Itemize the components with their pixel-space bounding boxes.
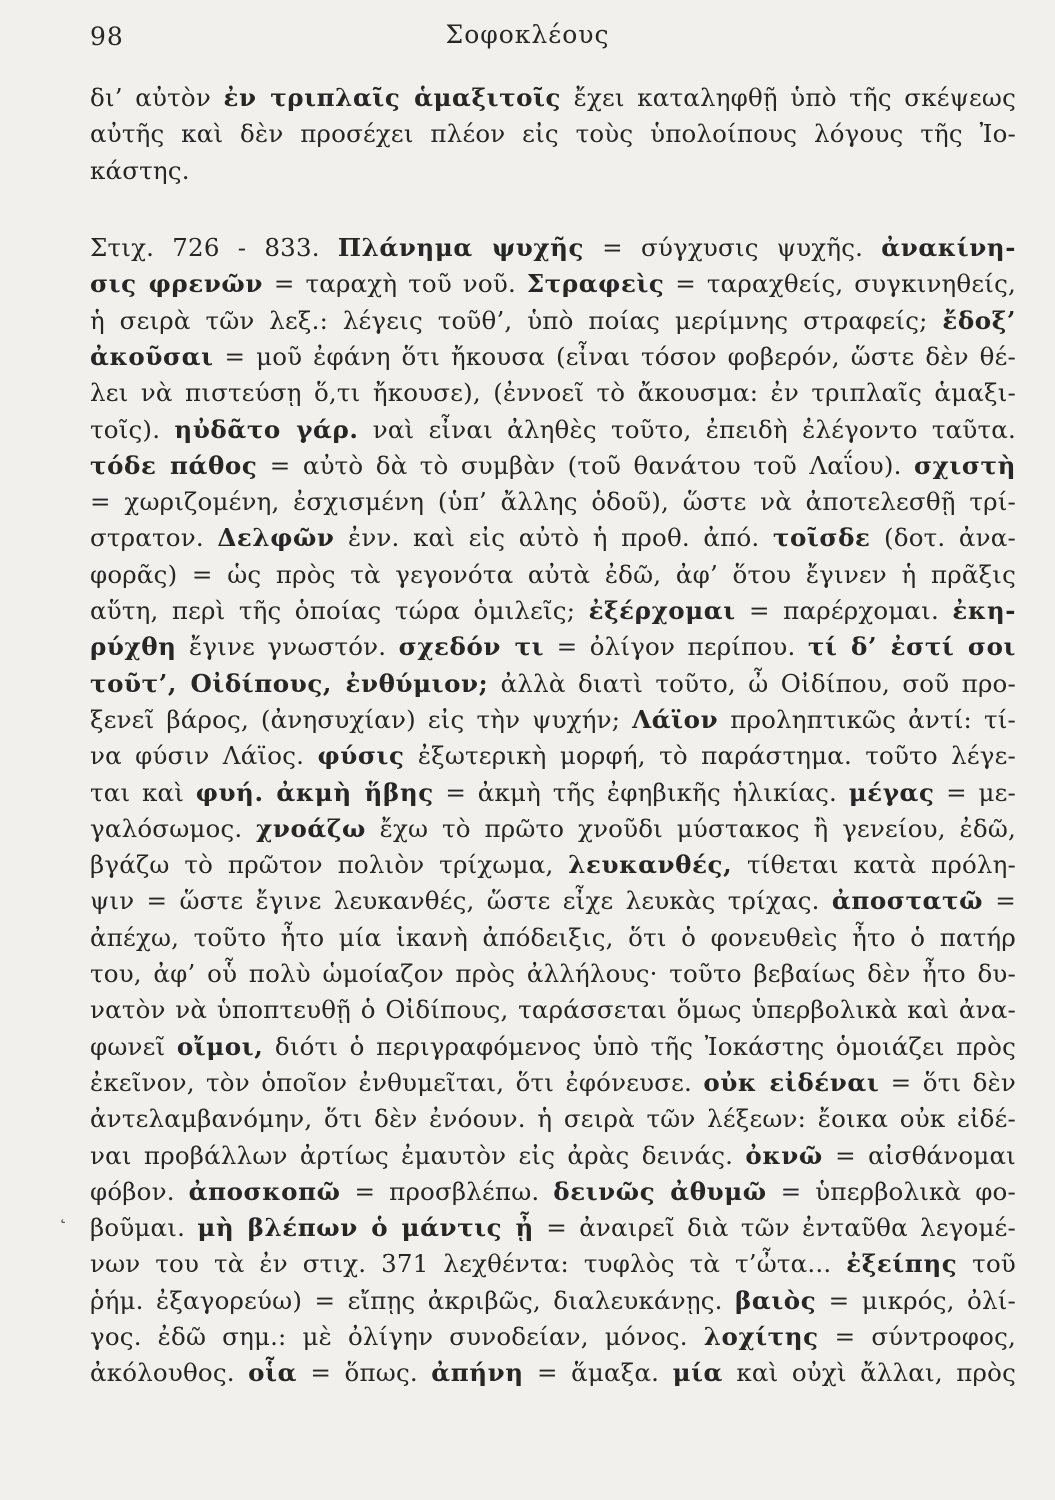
bold-lemma: ἀκοῦσαι xyxy=(90,341,214,371)
text-line xyxy=(90,1246,1016,1282)
gloss-text: = ἀναιρεῖ διὰ τῶν ἐνταῦθα λεγομέ- xyxy=(533,1213,1016,1243)
text-line xyxy=(90,992,1016,1028)
gloss-text: τοῦ xyxy=(957,1249,1016,1279)
gloss-text: στρατον. xyxy=(90,523,218,553)
bold-lemma: βαιὸς xyxy=(735,1285,817,1315)
text-line xyxy=(90,1029,1016,1065)
bold-lemma: τί δ’ ἐστί σοι xyxy=(807,632,1016,662)
text-line xyxy=(90,116,1016,152)
gloss-text: = ὅπως. xyxy=(297,1358,432,1388)
bold-lemma: ἀπήνη xyxy=(431,1358,524,1388)
gloss-text: ἀλλὰ διατὶ τοῦτο, ὦ Οἰδίπου, σοῦ προ- xyxy=(488,668,1016,698)
text-line xyxy=(90,266,1016,302)
gloss-text: νατὸν νὰ ὑποπτευθῇ ὁ Οἰδίπους, ταράσσεται ὅμως ὑπερβολικὰ καὶ ἀνα- xyxy=(90,995,1016,1025)
gloss-text: τίθεται κατὰ πρόλη- xyxy=(732,850,1016,880)
gloss-text: ναὶ εἶναι ἀληθὲς τοῦτο, ἐπειδὴ ἐλέγοντο ταῦτα. xyxy=(358,414,1016,444)
bold-lemma: Λάϊον xyxy=(632,704,719,734)
bold-lemma: οἷα xyxy=(248,1358,298,1388)
gloss-text: ται καὶ xyxy=(90,777,196,807)
gloss-text: = ἀκμὴ τῆς ἐφηβικῆς ἡλικίας. xyxy=(433,777,849,807)
gloss-text: = ἅμαξα. xyxy=(523,1358,673,1388)
text-line xyxy=(90,80,1016,116)
bold-lemma: ἐξείπης xyxy=(846,1249,958,1279)
text-line xyxy=(90,1283,1016,1319)
bold-lemma: λευκανθές, xyxy=(568,850,733,880)
gloss-text: ψιν = ὥστε ἔγινε λευκανθές, ὥστε εἶχε λευκὰς τρίχας. xyxy=(90,886,832,916)
text-line xyxy=(90,1101,1016,1137)
text-line xyxy=(90,412,1016,448)
text-line xyxy=(90,1138,1016,1174)
gloss-text: = ὑπερβολικὰ φο- xyxy=(766,1176,1016,1206)
gloss-text: αὐτῆς καὶ δὲν προσέχει πλέον εἰς τοὺς ὑπολοίπους λόγους τῆς Ἰο- xyxy=(90,119,1016,149)
bold-lemma: τοῦτ’, Οἰδίπους, ἐνθύμιον; xyxy=(90,668,489,698)
gloss-text: = με- xyxy=(934,777,1016,807)
gloss-text: = μικρός, ὀλί- xyxy=(816,1285,1016,1315)
text-line xyxy=(90,920,1016,956)
gloss-text: ἀπέχω, τοῦτο ἦτο μία ἱκανὴ ἀπόδειξις, ὅτι ὁ φονευθεὶς ἦτο ὁ πατήρ xyxy=(90,922,1016,952)
text-line xyxy=(90,448,1016,484)
gloss-text: δι’ αὐτὸν xyxy=(90,83,224,112)
gloss-text: λει νὰ πιστεύσῃ ὅ,τι ἤκουσε), (ἐννοεῖ τὸ ἄκουσμα: ἐν τριπλαῖς ἁμαξι- xyxy=(90,378,1016,408)
gloss-text: ἡ σειρὰ τῶν λεξ.: λέγεις τοῦθ’, ὑπὸ ποίας μερίμνης στραφείς; xyxy=(90,305,943,335)
bold-lemma: Πλάνημα ψυχῆς xyxy=(337,233,585,262)
gloss-text: = μοῦ ἐφάνη ὅτι ἤκουσα (εἶναι τόσον φοβερόν, ὥστε δὲν θέ- xyxy=(213,341,1016,371)
text-line xyxy=(90,629,1016,665)
gloss-text: = ταραχὴ τοῦ νοῦ. xyxy=(262,269,527,299)
bold-lemma: σις φρενῶν xyxy=(90,269,263,299)
gloss-text: = σύντροφος, xyxy=(818,1322,1016,1351)
text-line xyxy=(90,557,1016,593)
text-line xyxy=(90,1065,1016,1101)
bold-lemma: οἴμοι, xyxy=(176,1031,264,1061)
bold-lemma: ἐξέρχομαι xyxy=(588,596,736,625)
gloss-text: ξενεῖ βάρος, (ἀνησυχίαν) εἰς τὴν ψυχήν; xyxy=(90,704,633,734)
bold-lemma: ἀποσκοπῶ xyxy=(188,1176,341,1206)
text-line xyxy=(90,153,1016,189)
gloss-text: βοῦμαι. xyxy=(90,1213,198,1243)
bold-lemma: ηὐδᾶτο γάρ. xyxy=(174,414,359,444)
gloss-text: φωνεῖ xyxy=(90,1031,177,1061)
text-line xyxy=(90,520,1016,556)
gloss-text: να φύσιν Λάϊος. xyxy=(90,741,318,771)
text-line xyxy=(90,484,1016,520)
gloss-text: (δοτ. ἀνα- xyxy=(870,523,1016,553)
bold-lemma: σχιστὴ xyxy=(914,450,1016,480)
gloss-text: = ὅτι δὲν xyxy=(879,1067,1017,1097)
gloss-text: ἐνν. καὶ εἰς αὐτὸ ἡ προθ. ἀπό. xyxy=(334,523,773,553)
bold-lemma: ἔδοξ’ xyxy=(942,305,1016,335)
gloss-text: = ταραχθείς, συγκινηθείς, xyxy=(664,269,1016,299)
bold-lemma: ἐκη- xyxy=(952,596,1017,625)
text-line xyxy=(90,1210,1016,1246)
bold-lemma: Στραφεὶς xyxy=(526,269,665,299)
margin-mark: ˛ xyxy=(58,1200,68,1224)
bold-lemma: φύσις xyxy=(317,741,405,771)
gloss-text: αὕτη, περὶ τῆς ὁποίας τώρα ὁμιλεῖς; xyxy=(90,596,589,625)
gloss-text: = xyxy=(983,886,1016,916)
text-line xyxy=(90,883,1016,919)
text-line xyxy=(90,847,1016,883)
gloss-text: νων του τὰ ἐν στιχ. 371 λεχθέντα: τυφλὸς τὰ τ’ὦτα... xyxy=(90,1249,847,1279)
bold-lemma: σχεδόν τι xyxy=(398,632,545,662)
page-number: 98 xyxy=(90,22,124,51)
text-line xyxy=(90,811,1016,847)
text-line xyxy=(90,375,1016,411)
text-line xyxy=(90,702,1016,738)
gloss-text: ἔχω τὸ πρῶτο χνοῦδι μύστακος ἢ γενείου, ἐδῶ, xyxy=(365,813,1016,843)
bold-lemma: ἀποστατῶ xyxy=(831,886,984,916)
bold-lemma: χνοάζω xyxy=(256,813,366,843)
text-line xyxy=(90,1355,1016,1391)
gloss-text: βγάζω τὸ πρῶτον πολιὸν τρίχωμα, xyxy=(90,850,569,880)
gloss-text: ἔγινε γνωστόν. xyxy=(176,632,399,662)
bold-lemma: ἀνακίνη- xyxy=(881,233,1016,262)
text-line xyxy=(90,593,1016,629)
text-line xyxy=(90,303,1016,339)
gloss-text: = προσβλέπω. xyxy=(340,1176,554,1206)
gloss-text: = σύγχυσις ψυχῆς. xyxy=(584,233,882,262)
gloss-text: ἀντελαμβανόμην, ὅτι δὲν ἐνόουν. ἡ σειρὰ τῶν λέξεων: ἔοικα οὐκ εἰδέ- xyxy=(90,1104,1016,1134)
bold-lemma: ρύχθη xyxy=(90,632,177,662)
gloss-text: ἐκεῖνον, τὸν ὁποῖον ἐνθυμεῖται, ὅτι ἐφόνευσε. xyxy=(90,1067,704,1097)
gloss-text: γος. ἐδῶ σημ.: μὲ ὀλίγην συνοδείαν, μόνος. xyxy=(90,1322,704,1351)
gloss-text: = παρέρχομαι. xyxy=(735,596,953,625)
bold-lemma: μέγας xyxy=(848,777,935,807)
gloss-text: προληπτικῶς ἀντί: τί- xyxy=(718,704,1016,734)
bold-lemma: δεινῶς ἀθυμῶ xyxy=(553,1176,767,1206)
bold-lemma: ἐν τριπλαῖς ἁμαξιτοῖς xyxy=(223,83,562,112)
bold-lemma: τοῖσδε xyxy=(772,523,871,553)
bold-lemma: λοχίτης xyxy=(703,1322,819,1351)
gloss-text: = αἰσθάνομαι xyxy=(822,1140,1016,1170)
text-line xyxy=(90,775,1016,811)
text-line xyxy=(90,339,1016,375)
gloss-text: = ὀλίγον περίπου. xyxy=(544,632,808,662)
text-line xyxy=(90,230,1016,266)
page-header xyxy=(0,14,1055,54)
text-line xyxy=(90,1319,1016,1355)
bold-lemma: μὴ βλέπων ὁ μάντις ᾖ xyxy=(197,1213,534,1243)
gloss-text: ἐξωτερικὴ μορφή, τὸ παράστημα. τοῦτο λέγε- xyxy=(404,741,1016,771)
bold-lemma: ὀκνῶ xyxy=(745,1140,823,1170)
bold-lemma: μία xyxy=(672,1358,724,1388)
bold-lemma: οὐκ εἰδέναι xyxy=(703,1067,880,1097)
gloss-text: καὶ οὐχὶ ἄλλαι, πρὸς xyxy=(723,1358,1016,1388)
gloss-text: κάστης. xyxy=(90,155,190,185)
gloss-text: του, ἀφ’ οὗ πολὺ ὡμοίαζον πρὸς ἀλλήλους· τοῦτο βεβαίως δὲν ἦτο δυ- xyxy=(90,959,1016,988)
gloss-text: φόβον. xyxy=(90,1176,189,1206)
gloss-text: γαλόσωμος. xyxy=(90,813,257,843)
bold-lemma: φυή. ἀκμὴ ἥβης xyxy=(195,777,434,807)
gloss-text: φορᾶς) = ὡς πρὸς τὰ γεγονότα αὐτὰ ἐδῶ, ἀφ’ ὅτου ἔγινεν ἡ πρᾶξις xyxy=(90,559,1016,589)
gloss-text: ἀκόλουθος. xyxy=(90,1358,249,1388)
bold-lemma: τόδε πάθος xyxy=(90,450,258,480)
text-line xyxy=(90,666,1016,702)
gloss-text: ῥήμ. ἐξαγορεύω) = εἴπῃς ἀκριβῶς, διαλευκάνῃς. xyxy=(90,1285,735,1315)
gloss-text: Στιχ. 726 - 833. xyxy=(90,233,338,262)
bold-lemma: Δελφῶν xyxy=(217,523,335,553)
running-head: Σοφοκλέους xyxy=(445,20,610,49)
gloss-text: ἔχει καταληφθῇ ὑπὸ τῆς σκέψεως xyxy=(561,83,1017,112)
gloss-text: διότι ὁ περιγραφόμενος ὑπὸ τῆς Ἰοκάστης ὁμοιάζει πρὸς xyxy=(263,1031,1016,1061)
text-line xyxy=(90,738,1016,774)
text-line xyxy=(90,1174,1016,1210)
gloss-text: τοῖς). xyxy=(90,414,175,444)
gloss-text: ναι προβάλλων ἀρτίως ἐμαυτὸν εἰς ἀρὰς δεινάς. xyxy=(90,1140,746,1170)
gloss-text: = χωριζομένη, ἐσχισμένη (ὑπ’ ἄλλης ὁδοῦ), ὥστε νὰ ἀποτελεσθῇ τρί- xyxy=(90,487,1016,517)
gloss-text: = αὐτὸ δὰ τὸ συμβὰν (τοῦ θανάτου τοῦ Λαΐου). xyxy=(257,450,914,480)
text-line xyxy=(90,956,1016,992)
